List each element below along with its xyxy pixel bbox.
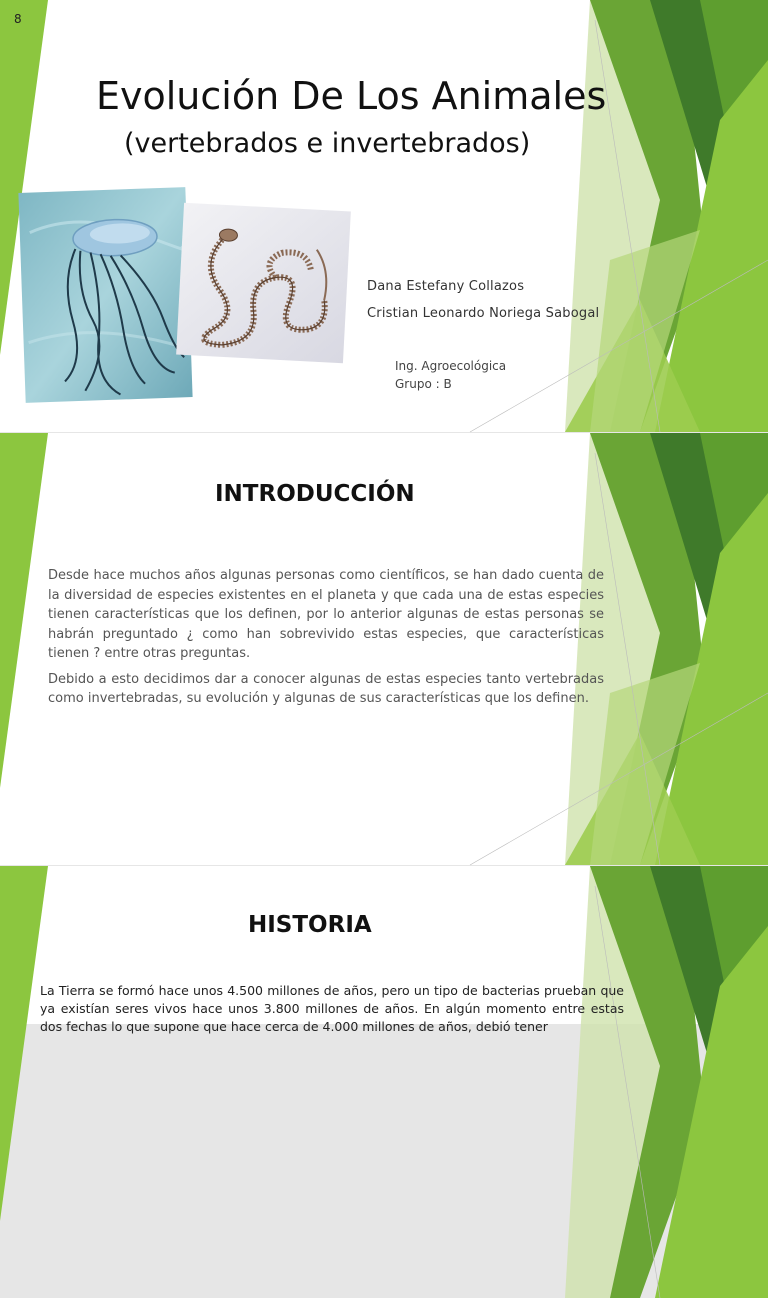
slide-subtitle: (vertebrados e invertebrados) (124, 128, 531, 159)
snake-skeleton-photo (176, 203, 351, 364)
slide-title: Evolución De Los Animales (96, 74, 607, 118)
jellyfish-photo (18, 187, 192, 403)
section-heading: HISTORIA (248, 912, 372, 938)
intro-text (48, 566, 604, 709)
page-number: 8 (14, 12, 22, 26)
intro-slide (0, 433, 768, 865)
program-label: Ing. Agroecológica (395, 359, 507, 373)
title-slide (0, 0, 768, 432)
paragraph: La Tierra se formó hace unos 4.500 millones de años, pero un tipo de bacterias prueban que ya existían seres vivos hace unos 3.800 millones de años. En algún momento entre estas dos fechas lo que supone que hace cerca de 4.000 millones de años, debió tener (40, 983, 624, 1034)
group-label: Grupo : B (395, 377, 452, 391)
paragraph: Debido a esto decidimos dar a conocer algunas de estas especies tanto vertebradas como invertebradas, su evolución y algunas de sus características que los definen. (48, 671, 604, 706)
history-text (40, 982, 624, 1036)
paragraph: Desde hace muchos años algunas personas como científicos, se han dado cuenta de la diversidad de especies existentes en el planeta y que cada una de estas especies tienen características que los definen, por lo anterior algunas de estas personas se habrán preguntado ¿ como han sobrevivido estas especies, que características tienen ? entre otras preguntas. (48, 568, 604, 661)
history-slide (0, 866, 768, 1034)
green-decoration (0, 866, 768, 1298)
author-name: Cristian Leonardo Noriega Sabogal (367, 306, 600, 321)
author-name: Dana Estefany Collazos (367, 279, 525, 294)
section-heading: INTRODUCCIÓN (215, 481, 415, 507)
